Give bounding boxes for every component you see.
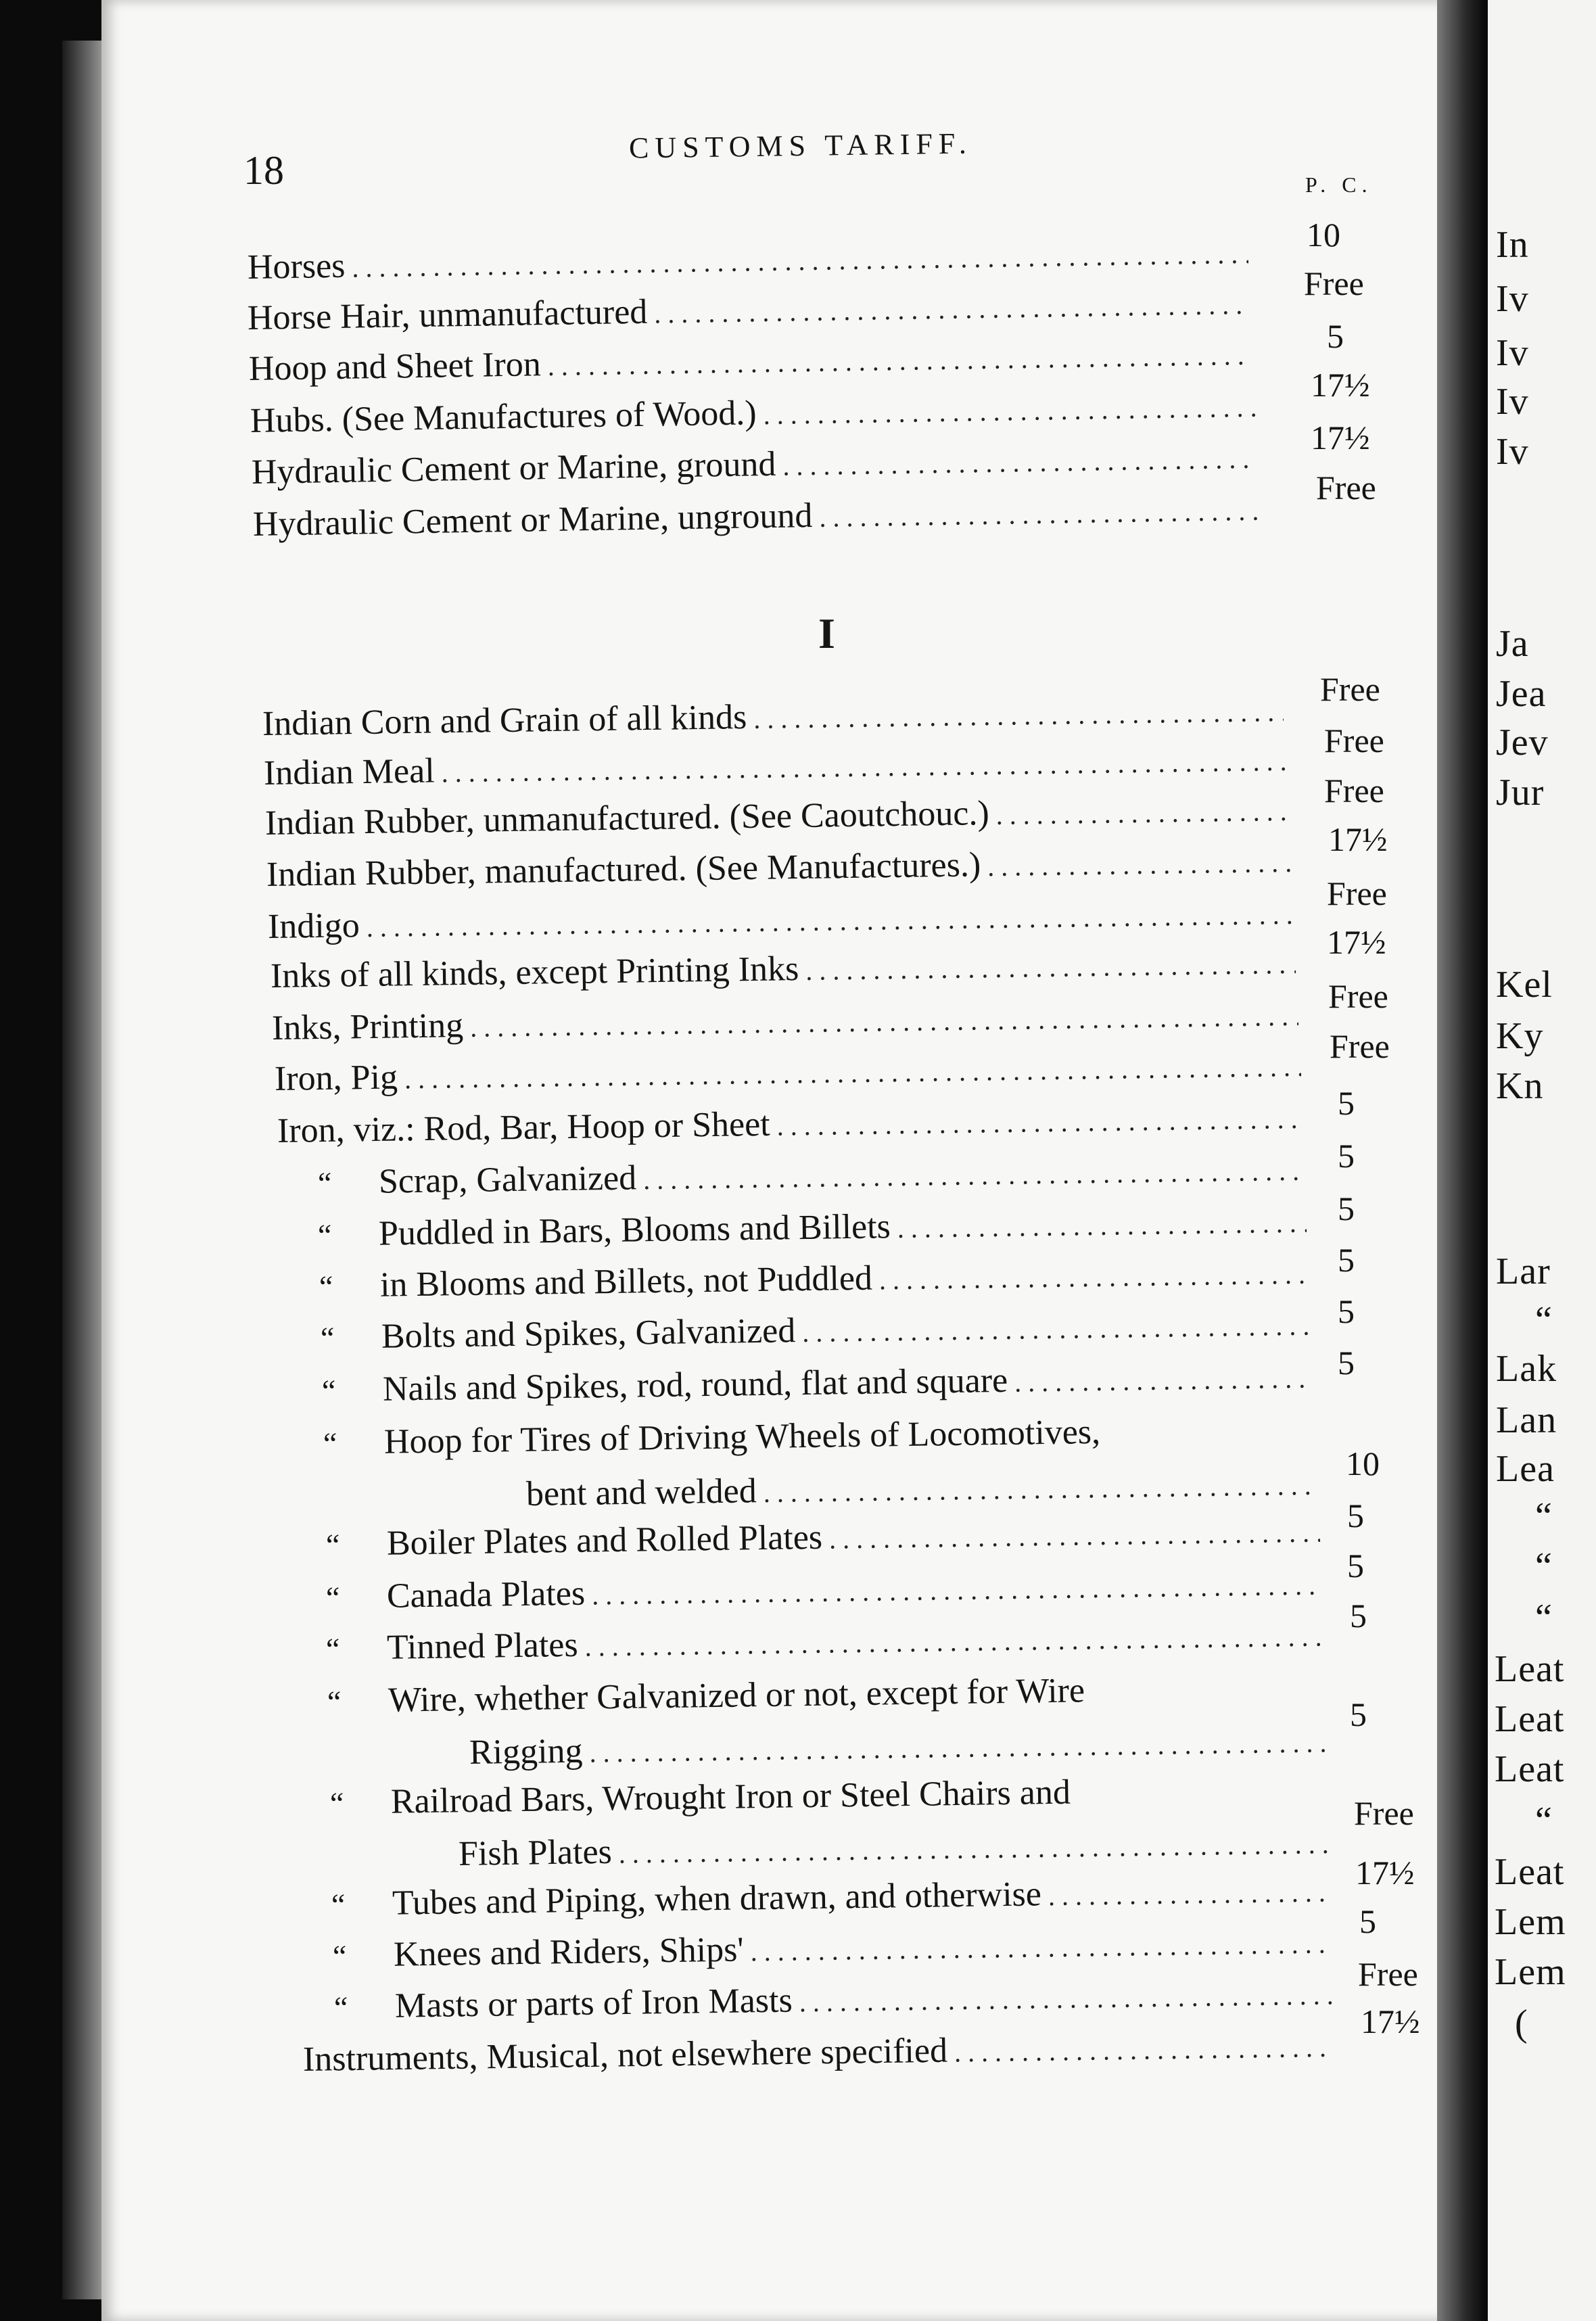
leader-dots bbox=[1107, 1440, 1317, 1443]
entry-rate: Free bbox=[1324, 772, 1384, 810]
facing-page-text: “ bbox=[1535, 1800, 1553, 1842]
leader-dots bbox=[1014, 1365, 1313, 1397]
entry-label: Hoop and Sheet Iron bbox=[248, 345, 542, 388]
leader-dots bbox=[802, 1313, 1311, 1346]
facing-page-text: “ bbox=[1535, 1545, 1553, 1587]
leader-dots bbox=[829, 1519, 1320, 1553]
entry-label-continued: Rigging bbox=[469, 1731, 583, 1772]
leader-dots bbox=[750, 1930, 1334, 1965]
section-heading: I bbox=[818, 609, 835, 657]
ditto-mark: “ bbox=[317, 1165, 332, 1200]
facing-page-text: Jur bbox=[1496, 772, 1545, 814]
facing-page-text: Kn bbox=[1496, 1065, 1544, 1107]
facing-page-fragment bbox=[1488, 0, 1596, 2321]
entry-label: Knees and Riders, Ships' bbox=[393, 1930, 745, 1974]
ditto-mark: “ bbox=[332, 1938, 347, 1973]
facing-page-text: Iv bbox=[1496, 381, 1529, 423]
facing-page-text: Lar bbox=[1496, 1250, 1551, 1292]
entry-label: Inks, Printing bbox=[271, 1006, 464, 1048]
ditto-mark: “ bbox=[329, 1785, 344, 1821]
ditto-mark: “ bbox=[323, 1426, 337, 1461]
rate-column-header: P. C. bbox=[1305, 172, 1373, 197]
leader-dots bbox=[1092, 1698, 1325, 1702]
entry-rate: 5 bbox=[1327, 317, 1344, 355]
leader-dots bbox=[995, 798, 1289, 829]
entry-rate: 5 bbox=[1338, 1344, 1355, 1382]
entry-rate: 5 bbox=[1338, 1292, 1355, 1330]
entry-label: Hydraulic Cement or Marine, ground bbox=[251, 444, 776, 492]
entry-rate: Free bbox=[1328, 977, 1388, 1015]
facing-page-text: “ bbox=[1535, 1299, 1553, 1341]
facing-page-text: Lem bbox=[1495, 1951, 1566, 1993]
facing-page-text: In bbox=[1496, 224, 1529, 266]
entry-label: Wire, whether Galvanized or not, except for Wire bbox=[388, 1671, 1085, 1720]
entry-label: Tubes and Piping, when drawn, and otherwise bbox=[392, 1875, 1042, 1923]
ditto-mark: “ bbox=[331, 1887, 346, 1922]
entry-label: Horse Hair, unmanufactured bbox=[247, 292, 648, 337]
facing-page-text: Lem bbox=[1495, 1901, 1566, 1943]
ditto-mark: “ bbox=[333, 1990, 348, 2025]
entry-rate: 17½ bbox=[1327, 923, 1386, 961]
facing-page-text: “ bbox=[1535, 1495, 1553, 1537]
entry-label: Puddled in Bars, Blooms and Billets bbox=[378, 1207, 891, 1253]
page-edge-shadow bbox=[1437, 0, 1484, 2321]
leader-dots bbox=[987, 849, 1292, 881]
facing-page-text: Iv bbox=[1496, 278, 1529, 320]
facing-page-text: Jev bbox=[1496, 722, 1549, 764]
entry-rate: 5 bbox=[1338, 1137, 1355, 1175]
entry-label: Indian Corn and Grain of all kinds bbox=[262, 698, 747, 743]
entry-rate: 5 bbox=[1338, 1241, 1355, 1279]
entry-label: Instruments, Musical, not elsewhere specified bbox=[302, 2031, 948, 2079]
ditto-mark: “ bbox=[325, 1631, 340, 1666]
entry-rate: 5 bbox=[1350, 1597, 1367, 1635]
ditto-mark: “ bbox=[321, 1373, 336, 1408]
entry-label: Scrap, Galvanized bbox=[378, 1158, 637, 1201]
facing-page-text: Jea bbox=[1496, 673, 1547, 715]
entry-label: Bolts and Spikes, Galvanized bbox=[381, 1311, 796, 1356]
entry-label: Nails and Spikes, rod, round, flat and square bbox=[382, 1361, 1008, 1409]
entry-rate: 5 bbox=[1338, 1084, 1355, 1122]
entry-rate: Free bbox=[1327, 874, 1387, 912]
facing-page-text: Ky bbox=[1496, 1015, 1544, 1057]
leader-dots bbox=[782, 446, 1258, 480]
facing-page-text: Kel bbox=[1496, 964, 1553, 1006]
ditto-mark: “ bbox=[319, 1269, 333, 1304]
entry-rate: 17½ bbox=[1311, 366, 1370, 404]
leader-dots bbox=[879, 1261, 1308, 1294]
facing-page-text: Iv bbox=[1496, 332, 1529, 374]
leader-dots bbox=[799, 1982, 1337, 2016]
leader-dots bbox=[805, 951, 1296, 985]
facing-page-text: Ja bbox=[1496, 623, 1529, 665]
entry-rate: Free bbox=[1354, 1794, 1414, 1832]
entry-label: Indian Rubber, manufactured. (See Manufactures.) bbox=[266, 845, 981, 894]
facing-page-text: Leat bbox=[1495, 1698, 1565, 1740]
entry-label: Hydraulic Cement or Marine, unground bbox=[252, 496, 813, 544]
facing-page-text: Lak bbox=[1496, 1348, 1557, 1390]
entry-rate: 10 bbox=[1307, 216, 1340, 254]
ditto-mark: “ bbox=[325, 1527, 340, 1562]
entry-rate: 5 bbox=[1347, 1497, 1364, 1534]
entry-rate: Free bbox=[1304, 264, 1364, 302]
leader-dots bbox=[1048, 1879, 1333, 1910]
facing-page-text: ( bbox=[1515, 2002, 1528, 2044]
facing-page-text: Leat bbox=[1495, 1748, 1565, 1790]
entry-rate: 17½ bbox=[1355, 1854, 1415, 1892]
entry-label: Hoop for Tires of Driving Wheels of Locomotives, bbox=[383, 1412, 1101, 1461]
entry-rate: 17½ bbox=[1311, 419, 1370, 456]
ditto-mark: “ bbox=[320, 1320, 335, 1355]
leader-dots bbox=[763, 394, 1255, 429]
leader-dots bbox=[819, 498, 1261, 532]
entry-rate: Free bbox=[1324, 722, 1384, 759]
facing-page-text: Leat bbox=[1495, 1648, 1565, 1690]
entry-rate: 5 bbox=[1359, 1902, 1376, 1940]
entry-rate: Free bbox=[1320, 670, 1380, 708]
entry-label: Hubs. (See Manufactures of Wood.) bbox=[250, 394, 757, 440]
entry-label-continued: bent and welded bbox=[525, 1472, 757, 1514]
entry-rate: 10 bbox=[1346, 1445, 1380, 1482]
entry-label: Masts or parts of Iron Masts bbox=[394, 1981, 793, 2025]
leader-dots bbox=[954, 2034, 1325, 2067]
entry-label: Horses bbox=[247, 246, 346, 287]
entry-label: Iron, viz.: Rod, Bar, Hoop or Sheet bbox=[277, 1104, 771, 1150]
entry-label: Indian Meal bbox=[263, 751, 436, 793]
leader-dots bbox=[753, 699, 1284, 733]
entry-label: Iron, Pig bbox=[274, 1058, 398, 1098]
facing-page-text: Leat bbox=[1495, 1851, 1565, 1893]
entry-rate: Free bbox=[1330, 1027, 1390, 1065]
entry-label: in Blooms and Billets, not Puddled bbox=[379, 1259, 873, 1305]
entry-rate: 5 bbox=[1350, 1695, 1367, 1733]
entry-rate: 5 bbox=[1347, 1547, 1364, 1585]
leader-dots bbox=[1077, 1800, 1331, 1803]
page-number: 18 bbox=[243, 148, 284, 193]
leader-dots bbox=[897, 1210, 1307, 1242]
leader-dots bbox=[764, 1472, 1318, 1507]
entry-label: Railroad Bars, Wrought Iron or Steel Chairs and bbox=[390, 1773, 1071, 1821]
facing-page-text: “ bbox=[1535, 1597, 1553, 1639]
entry-rate: Free bbox=[1316, 469, 1376, 507]
entry-label: Indigo bbox=[267, 906, 360, 946]
entry-rate: 17½ bbox=[1328, 820, 1388, 858]
entry-rate: Free bbox=[1358, 1955, 1418, 1993]
facing-page-text: Lan bbox=[1496, 1399, 1557, 1441]
entry-label: Boiler Plates and Rolled Plates bbox=[386, 1518, 823, 1563]
entry-label: Tinned Plates bbox=[386, 1625, 579, 1667]
entry-rate: 17½ bbox=[1361, 2002, 1420, 2040]
ditto-mark: “ bbox=[327, 1684, 342, 1719]
facing-page-text: Lea bbox=[1496, 1448, 1555, 1490]
entry-label: Indian Rubber, unmanufactured. (See Caoutchouc.) bbox=[264, 794, 990, 843]
entry-rate: 5 bbox=[1338, 1190, 1355, 1227]
entry-label: Canada Plates bbox=[386, 1574, 586, 1616]
ditto-mark: “ bbox=[317, 1217, 332, 1252]
ditto-mark: “ bbox=[325, 1580, 340, 1615]
entry-label: Inks of all kinds, except Printing Inks bbox=[270, 950, 799, 995]
leader-dots bbox=[776, 1106, 1302, 1140]
entry-label-continued: Fish Plates bbox=[458, 1832, 613, 1873]
facing-page-text: Iv bbox=[1496, 431, 1529, 473]
running-head: CUSTOMS TARIFF. bbox=[628, 126, 973, 165]
